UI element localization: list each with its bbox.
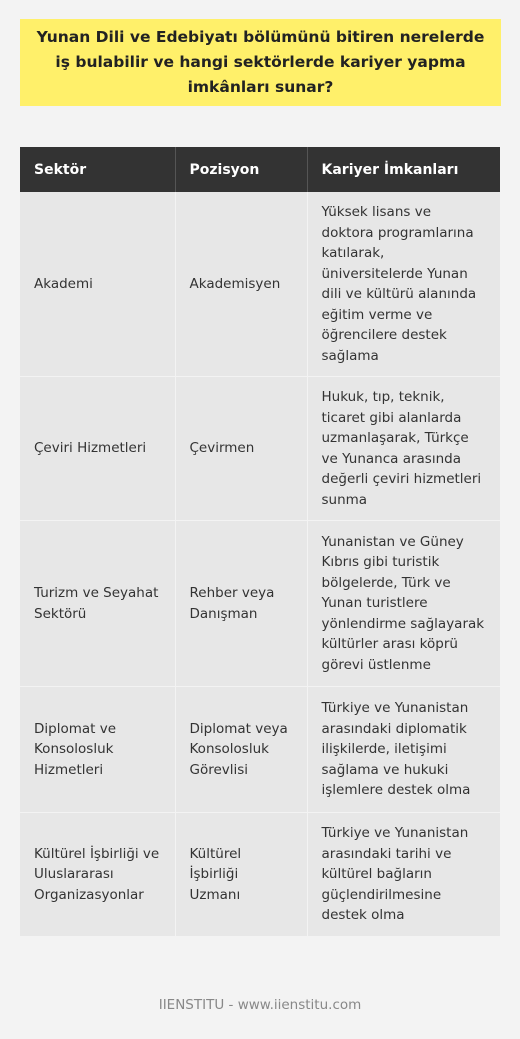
position-cell: Diplomat veya Konsolosluk Görevlisi xyxy=(175,687,307,813)
career-table xyxy=(20,147,500,937)
table-row xyxy=(20,687,500,813)
position-cell: Akademisyen xyxy=(175,192,307,377)
column-header-position: Pozisyon xyxy=(175,147,307,192)
footer-credit: IIENSTITU - www.iienstitu.com xyxy=(158,997,362,1013)
page-title: Yunan Dili ve Edebiyatı bölümünü bitiren nerelerde iş bulabilir ve hangi sektörlerde kariyer yapma imkânları sunar? xyxy=(36,28,485,96)
sector-cell: Kültürel İşbirliği ve Uluslararası Organizasyonlar xyxy=(20,813,175,937)
table-row xyxy=(20,813,500,937)
career-cell: Türkiye ve Yunanistan arasındaki diplomatik ilişkilerde, iletişimi sağlama ve hukuki işlemlere destek olma xyxy=(307,687,500,813)
table-row xyxy=(20,192,500,377)
table-header-row xyxy=(20,147,500,192)
sector-cell: Diplomat ve Konsolosluk Hizmetleri xyxy=(20,687,175,813)
table-row xyxy=(20,377,500,521)
career-cell: Yüksek lisans ve doktora programlarına katılarak, üniversitelerde Yunan dili ve kültürü alanında eğitim verme ve öğrencilere destek sağlama xyxy=(307,192,500,377)
sector-cell: Çeviri Hizmetleri xyxy=(20,377,175,521)
title-banner xyxy=(20,19,501,106)
career-cell: Yunanistan ve Güney Kıbrıs gibi turistik bölgelerde, Türk ve Yunan turistlere yönlendirme sağlayarak kültürler arası köprü görevi üstlenme xyxy=(307,521,500,687)
sector-cell: Akademi xyxy=(20,192,175,377)
career-cell: Hukuk, tıp, teknik, ticaret gibi alanlarda uzmanlaşarak, Türkçe ve Yunanca arasında değerli çeviri hizmetleri sunma xyxy=(307,377,500,521)
column-header-career: Kariyer İmkanları xyxy=(307,147,500,192)
career-cell: Türkiye ve Yunanistan arasındaki tarihi ve kültürel bağların güçlendirilmesine destek olma xyxy=(307,813,500,937)
position-cell: Rehber veya Danışman xyxy=(175,521,307,687)
column-header-sector: Sektör xyxy=(20,147,175,192)
sector-cell: Turizm ve Seyahat Sektörü xyxy=(20,521,175,687)
position-cell: Kültürel İşbirliği Uzmanı xyxy=(175,813,307,937)
table-row xyxy=(20,521,500,687)
position-cell: Çevirmen xyxy=(175,377,307,521)
